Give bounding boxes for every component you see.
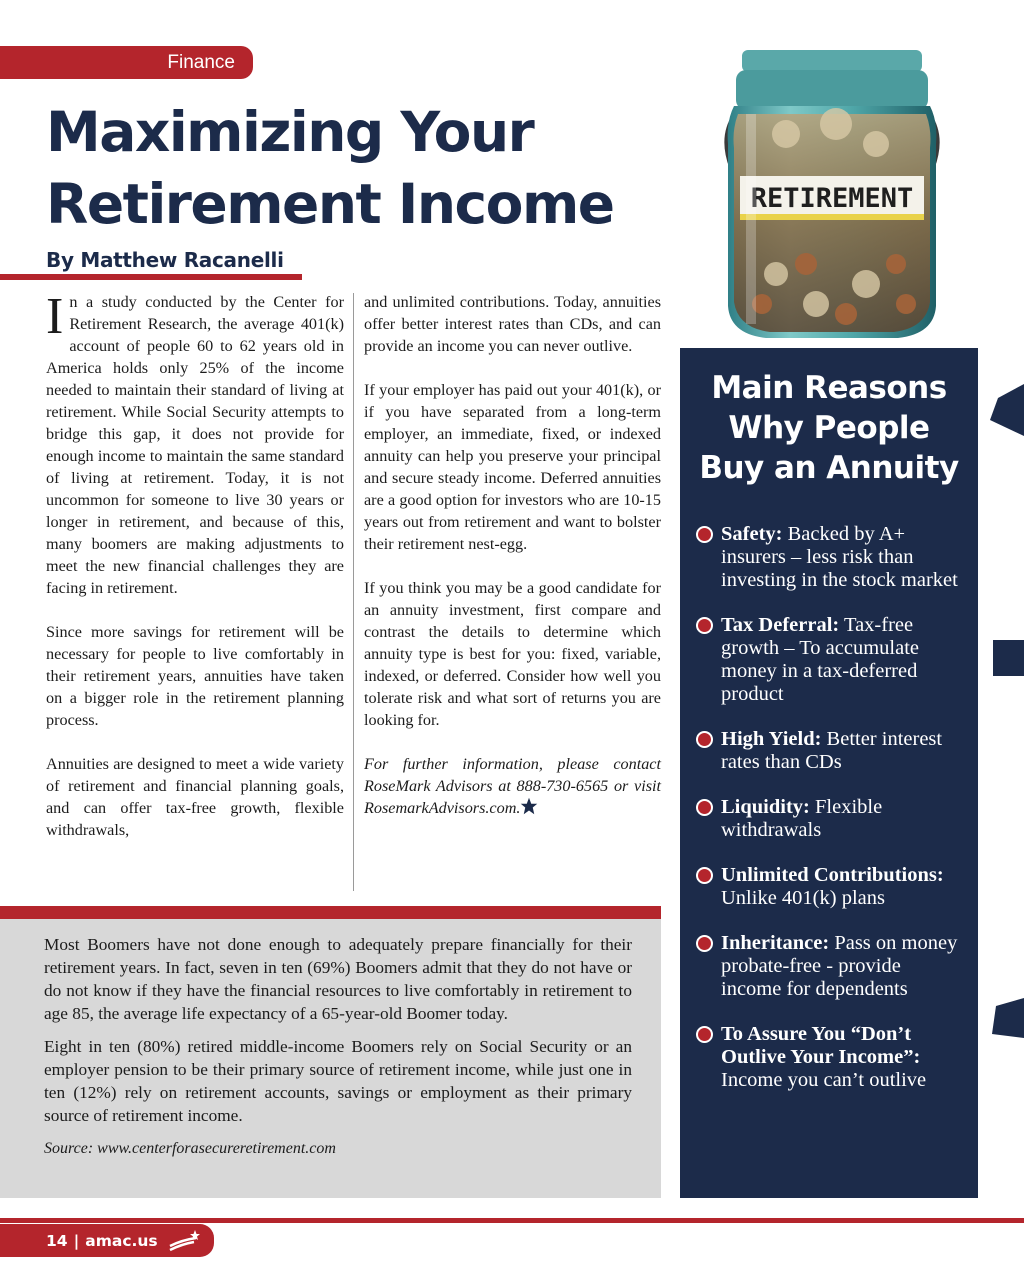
byline: By Matthew Racanelli xyxy=(46,248,284,272)
contact-info: For further information, please contact RoseMark Advisors at 888-730-6565 or visit RosemarkAdvisors.com. xyxy=(364,755,661,817)
headline xyxy=(46,96,666,240)
stats-paragraph: Most Boomers have not done enough to adequately prepare financially for their retirement years. In fact, seven in ten (69%) Boomers admit that they do not have or do not know if they have the financial resources to live comfortably in retirement to age 85, the average life expectancy of a 65-year-old Boomer today. xyxy=(44,935,632,1023)
drop-cap: I xyxy=(46,288,64,345)
edge-decoration xyxy=(990,384,1024,436)
bullet-icon xyxy=(696,526,713,543)
page-footer xyxy=(0,1224,214,1257)
stats-text xyxy=(44,933,632,1170)
footer-separator: | xyxy=(73,1231,80,1250)
reason-item: Inheritance: Pass on money probate-free - provide income for dependents xyxy=(696,932,966,1001)
jar-label: RETIREMENT xyxy=(750,183,914,214)
bullet-icon xyxy=(696,799,713,816)
reason-item: Liquidity: Flexible withdrawals xyxy=(696,796,966,842)
article-paragraph: Annuities are designed to meet a wide variety of retirement and financial planning goals, and can offer tax-free growth, flexible withdrawals, xyxy=(46,755,344,839)
bullet-icon xyxy=(696,867,713,884)
article-paragraph: Since more savings for retirement will be necessary for people to live comfortably in their retirement years, annuities have taken on a bigger role in the retirement planning process. xyxy=(46,623,344,729)
article-paragraph: and unlimited contributions. Today, annuities offer better interest rates than CDs, and can provide an income you can never outlive. xyxy=(364,293,661,355)
star-icon xyxy=(520,797,538,815)
reason-item: To Assure You “Don’t Outlive Your Income”: Income you can’t outlive xyxy=(696,1023,966,1092)
page-number: 14 xyxy=(46,1231,68,1250)
article-paragraph: If your employer has paid out your 401(k), or if you have separated from a long-term employer, an immediate, fixed, or indexed annuity can help you preserve your principal and secure steady income. Deferred annuities are a good option for investors who are 10-15 years out from retirement and want to bolster their retirement nest-egg. xyxy=(364,381,661,553)
bullet-icon xyxy=(696,617,713,634)
stats-source: Source: www.centerforasecureretirement.com xyxy=(44,1140,336,1157)
retirement-jar-image xyxy=(716,44,948,342)
stats-paragraph: Eight in ten (80%) retired middle-income Boomers rely on Social Security or an employer pension to be their primary source of retirement income, while just one in ten (12%) rely on retirement accounts, savings or employment as their primary source of retirement income. xyxy=(44,1037,632,1125)
site-name: amac.us xyxy=(85,1231,158,1250)
edge-decoration xyxy=(993,640,1024,676)
article-column-2 xyxy=(364,291,661,819)
article-paragraph: If you think you may be a good candidate for an annuity investment, first compare and contrast the details to determine which annuity type is best for you: fixed, variable, indexed, or deferred. Consider how well you tolerate risk and what sort of returns you are looking for. xyxy=(364,579,661,729)
amac-logo-icon xyxy=(168,1230,200,1252)
reasons-list xyxy=(696,523,966,1114)
reason-item: Tax Deferral: Tax-free growth – To accumulate money in a tax-deferred product xyxy=(696,614,966,706)
article-paragraph: In a study conducted by the Center for Retirement Research, the average 401(k) account of people 60 to 62 years old in America holds only 25% of the income needed to maintain their standard of living at retirement. While Social Security attempts to bridge this gap, it does not provide for enough income to maintain the same standard of living at retirement. Today, it is not uncommon for someone to live 30 years or longer in retirement, and because of this, many boomers are making adjustments to meet the new financial challenges they are facing in retirement. xyxy=(46,288,344,597)
sidebar-title: Main Reasons Why People Buy an Annuity xyxy=(699,370,959,486)
stats-accent-bar xyxy=(0,906,661,919)
section-label: Finance xyxy=(0,46,253,79)
bullet-icon xyxy=(696,1026,713,1043)
footer-rule xyxy=(0,1218,1024,1223)
reason-item: High Yield: Better interest rates than CDs xyxy=(696,728,966,774)
bullet-icon xyxy=(696,935,713,952)
column-divider xyxy=(353,293,354,891)
edge-decoration xyxy=(992,998,1024,1038)
headline-line-1: Maximizing Your xyxy=(46,100,534,164)
byline-rule xyxy=(0,274,302,280)
bullet-icon xyxy=(696,731,713,748)
headline-line-2: Retirement Income xyxy=(46,172,614,236)
reason-item: Unlimited Contributions: Unlike 401(k) plans xyxy=(696,864,966,910)
reason-item: Safety: Backed by A+ insurers – less risk than investing in the stock market xyxy=(696,523,966,592)
article-column-1 xyxy=(46,288,344,841)
